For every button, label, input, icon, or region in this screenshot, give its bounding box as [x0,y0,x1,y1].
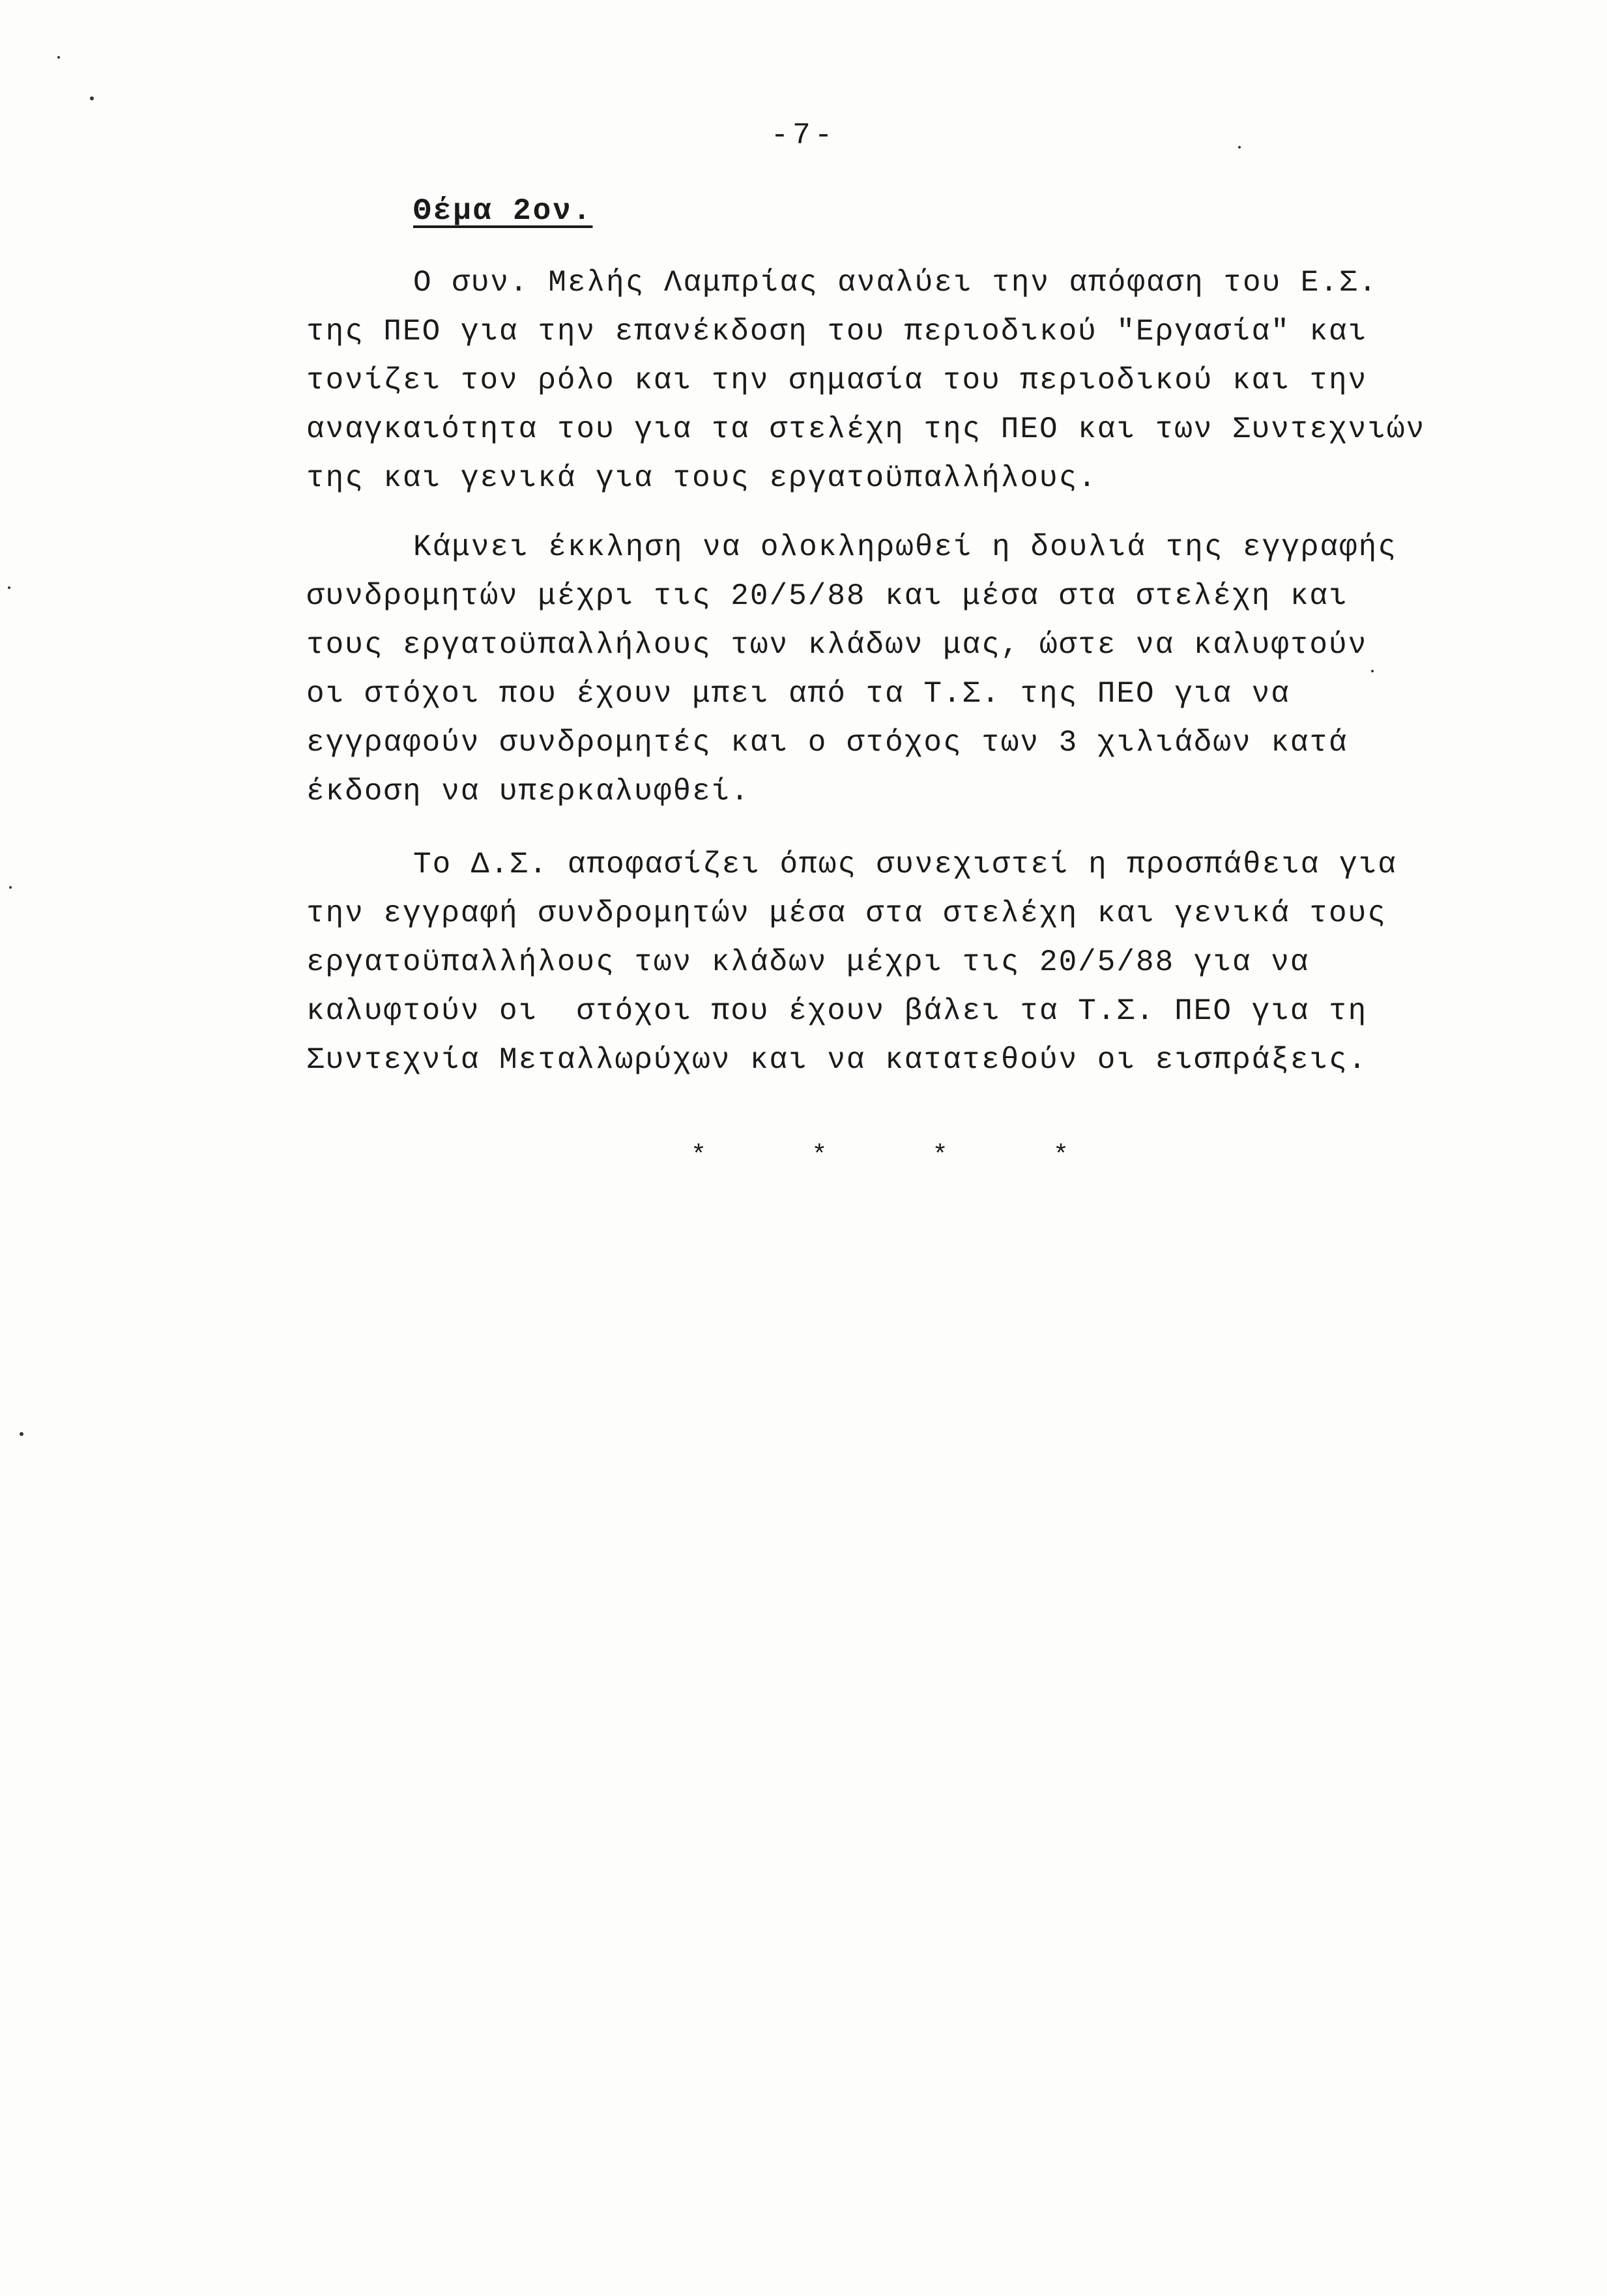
paragraph-3 [306,840,1414,1085]
scan-speck [90,96,94,100]
paragraph-line: Συντεχνία Μεταλλωρύχων και να κατατεθούν οι εισπράξεις. [306,1043,1368,1077]
paragraph-2 [306,523,1414,816]
scan-speck [1371,670,1374,672]
section-separator [691,1141,1069,1171]
paragraph-line: συνδρομητών μέχρι τις 20/5/88 και μέσα στα στελέχη και [306,579,1348,613]
scan-speck [20,1432,23,1436]
scan-speck [57,56,60,59]
paragraph-line: εργατοϋπαλλήλους των κλάδων μέχρι τις 20/5/88 για να [306,945,1310,979]
paragraph-line: καλυφτούν οι στόχοι που έχουν βάλει τα Τ.Σ. ΠΕΟ για τη [306,994,1368,1028]
section-heading: Θέμα 2ον. [413,194,593,228]
paragraph-line: την εγγραφή συνδρομητών μέσα στα στελέχη και γενικά τους [306,897,1387,930]
paragraph-line: Κάμνει έκκληση να ολοκληρωθεί η δουλιά της εγγραφής [413,530,1397,564]
paragraph-line: τους εργατοϋπαλλήλους των κλάδων μας, ώστε να καλυφτούν [306,628,1368,662]
scan-speck [1238,146,1241,149]
paragraph-line: της και γενικά για τους εργατοϋπαλλήλους. [306,461,1097,495]
paragraph-1 [306,259,1426,503]
scan-speck [8,586,10,589]
scan-speck [9,886,12,889]
paragraph-line: Ο συν. Μελής Λαμπρίας αναλύει την απόφαση του Ε.Σ. [413,266,1378,300]
paragraph-line: οι στόχοι που έχουν μπει από τα Τ.Σ. της ΠΕΟ για να [306,677,1290,711]
separator-star: * [811,1141,828,1171]
paragraph-line: αναγκαιότητα του για τα στελέχη της ΠΕΟ και των Συντεχνιών [306,412,1426,446]
paragraph-line: της ΠΕΟ για την επανέκδοση του περιοδικού "Εργασία" και [306,315,1368,349]
paragraph-line: έκδοση να υπερκαλυφθεί. [306,775,750,809]
paragraph-line: Το Δ.Σ. αποφασίζει όπως συνεχιστεί η προσπάθεια για [413,848,1397,882]
paragraph-line: τονίζει τον ρόλο και την σημασία του περιοδικού και την [306,364,1368,397]
paragraph-line: εγγραφούν συνδρομητές και ο στόχος των 3 χιλιάδων κατά [306,726,1348,760]
separator-star: * [691,1141,707,1171]
page-number: -7- [770,119,837,152]
separator-star: * [932,1141,948,1171]
separator-star: * [1052,1141,1069,1171]
